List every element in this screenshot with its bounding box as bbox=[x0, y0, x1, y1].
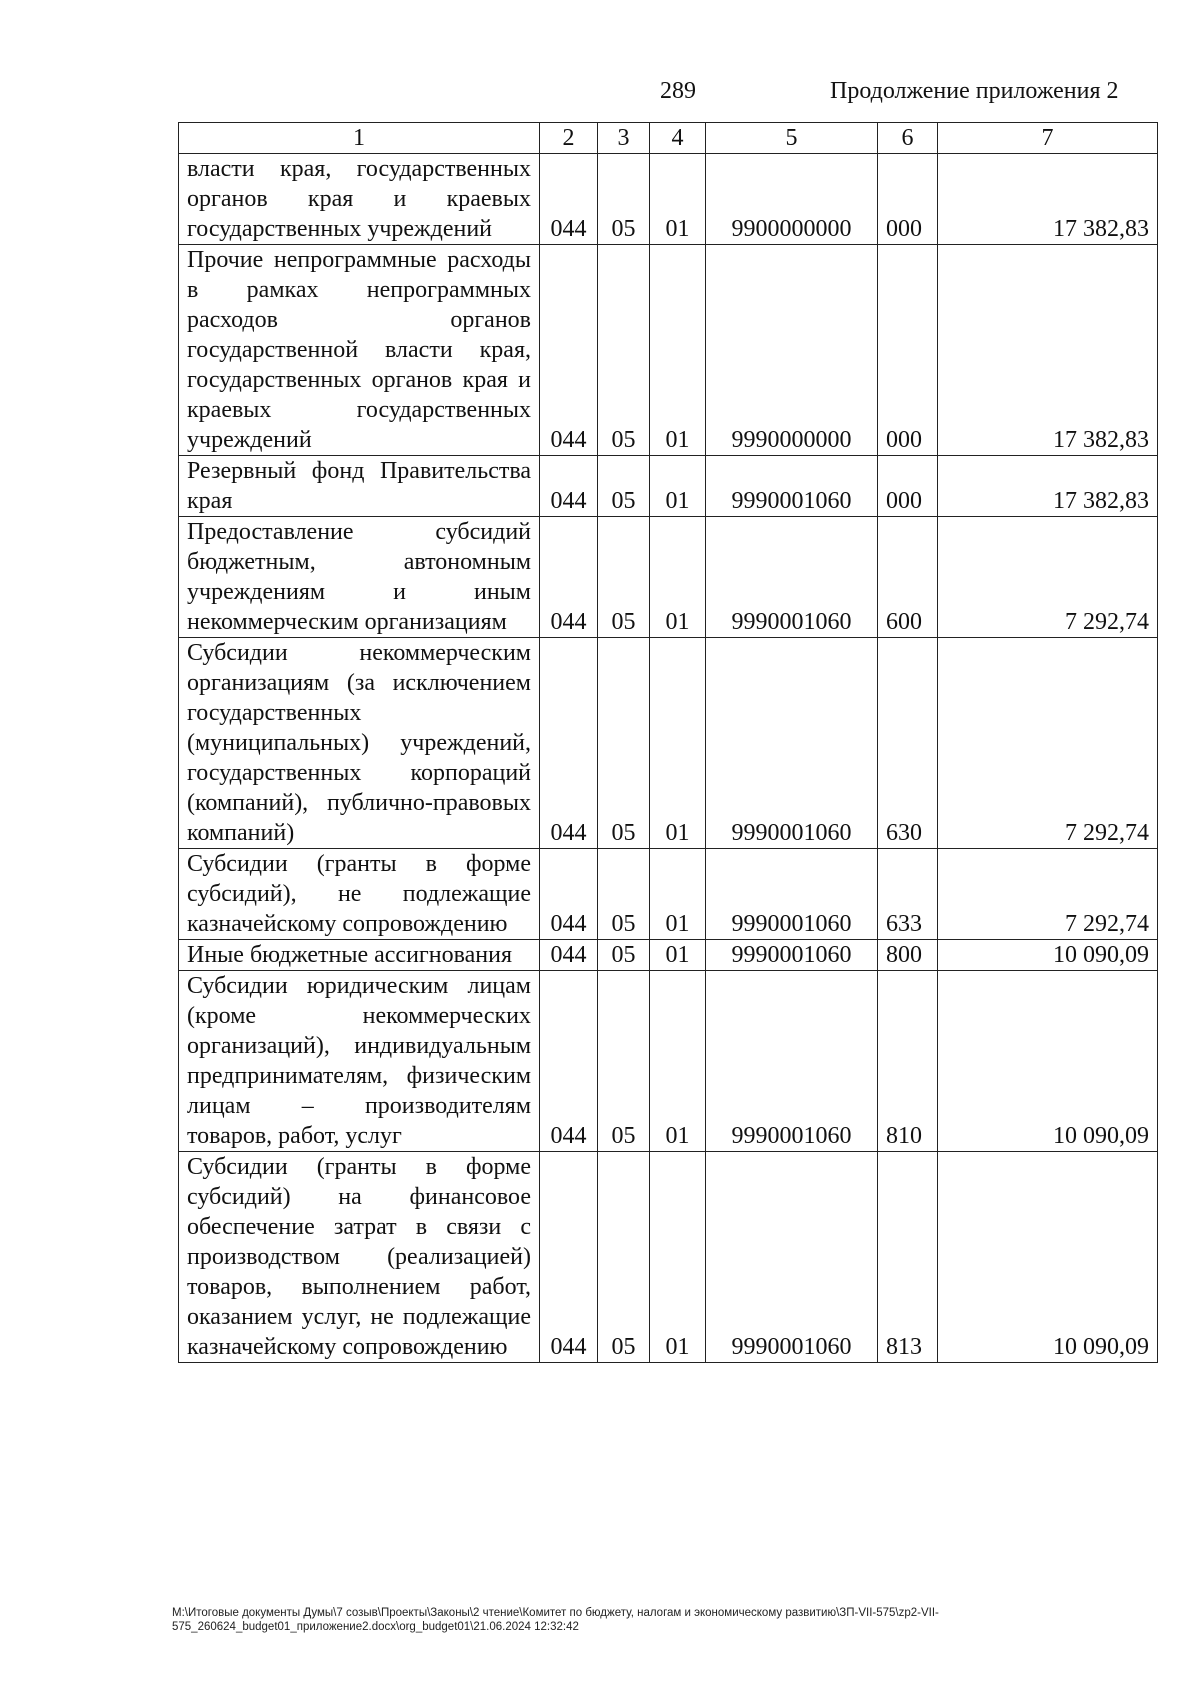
cell-section-code: 05 bbox=[598, 154, 650, 245]
column-header: 2 bbox=[540, 123, 598, 154]
footer-file-path: M:\Итоговые документы Думы\7 созыв\Проекты\Законы\2 чтение\Комитет по бюджету, налогам и экономическому развитию\ЗП-VII-575\zp2-VII-575_260624_budget01_приложение2.docx\org_budget01\21.06.2024 12:32:42 bbox=[172, 1607, 939, 1633]
cell-ministry-code: 044 bbox=[540, 940, 598, 971]
cell-amount: 17 382,83 bbox=[938, 456, 1158, 517]
cell-expense-type: 000 bbox=[878, 154, 938, 245]
cell-target-article: 9990001060 bbox=[706, 971, 878, 1152]
cell-expense-type: 630 bbox=[878, 638, 938, 849]
cell-target-article: 9990000000 bbox=[706, 245, 878, 456]
cell-section-code: 05 bbox=[598, 849, 650, 940]
cell-target-article: 9990001060 bbox=[706, 849, 878, 940]
cell-ministry-code: 044 bbox=[540, 638, 598, 849]
row-description: Субсидии (гранты в форме субсидий), не подлежащие казначейскому сопровождению bbox=[179, 849, 540, 940]
cell-ministry-code: 044 bbox=[540, 456, 598, 517]
cell-amount: 10 090,09 bbox=[938, 940, 1158, 971]
cell-subsection-code: 01 bbox=[650, 154, 706, 245]
column-header: 6 bbox=[878, 123, 938, 154]
table-row bbox=[179, 638, 1158, 849]
table-row bbox=[179, 456, 1158, 517]
cell-subsection-code: 01 bbox=[650, 971, 706, 1152]
cell-section-code: 05 bbox=[598, 971, 650, 1152]
budget-table bbox=[178, 122, 1158, 1363]
cell-ministry-code: 044 bbox=[540, 245, 598, 456]
cell-subsection-code: 01 bbox=[650, 1152, 706, 1363]
cell-subsection-code: 01 bbox=[650, 638, 706, 849]
cell-target-article: 9990001060 bbox=[706, 456, 878, 517]
cell-amount: 7 292,74 bbox=[938, 517, 1158, 638]
cell-section-code: 05 bbox=[598, 940, 650, 971]
cell-target-article: 9990001060 bbox=[706, 940, 878, 971]
row-description: Субсидии некоммерческим организациям (за исключением государственных (муниципальных) учреждений, государственных корпораций (компаний), публично-правовых компаний) bbox=[179, 638, 540, 849]
cell-target-article: 9990001060 bbox=[706, 517, 878, 638]
cell-amount: 7 292,74 bbox=[938, 849, 1158, 940]
cell-ministry-code: 044 bbox=[540, 154, 598, 245]
cell-section-code: 05 bbox=[598, 456, 650, 517]
cell-amount: 10 090,09 bbox=[938, 971, 1158, 1152]
row-description: Резервный фонд Правительства края bbox=[179, 456, 540, 517]
cell-expense-type: 810 bbox=[878, 971, 938, 1152]
cell-ministry-code: 044 bbox=[540, 1152, 598, 1363]
cell-subsection-code: 01 bbox=[650, 849, 706, 940]
cell-expense-type: 600 bbox=[878, 517, 938, 638]
cell-section-code: 05 bbox=[598, 245, 650, 456]
table-row bbox=[179, 971, 1158, 1152]
cell-amount: 17 382,83 bbox=[938, 245, 1158, 456]
cell-section-code: 05 bbox=[598, 517, 650, 638]
column-header: 3 bbox=[598, 123, 650, 154]
row-description: Предоставление субсидий бюджетным, автономным учреждениям и иным некоммерческим организациям bbox=[179, 517, 540, 638]
table-row bbox=[179, 245, 1158, 456]
cell-amount: 17 382,83 bbox=[938, 154, 1158, 245]
column-header: 4 bbox=[650, 123, 706, 154]
cell-subsection-code: 01 bbox=[650, 245, 706, 456]
row-description: Субсидии (гранты в форме субсидий) на финансовое обеспечение затрат в связи с производством (реализацией) товаров, выполнением работ, оказанием услуг, не подлежащие казначейскому сопровождению bbox=[179, 1152, 540, 1363]
cell-expense-type: 000 bbox=[878, 245, 938, 456]
cell-expense-type: 633 bbox=[878, 849, 938, 940]
row-description: власти края, государственных органов края и краевых государственных учреждений bbox=[179, 154, 540, 245]
table-row bbox=[179, 1152, 1158, 1363]
cell-expense-type: 000 bbox=[878, 456, 938, 517]
column-header: 1 bbox=[179, 123, 540, 154]
column-header: 5 bbox=[706, 123, 878, 154]
cell-ministry-code: 044 bbox=[540, 971, 598, 1152]
table-row bbox=[179, 517, 1158, 638]
page-number: 289 bbox=[660, 78, 696, 104]
cell-section-code: 05 bbox=[598, 1152, 650, 1363]
cell-amount: 10 090,09 bbox=[938, 1152, 1158, 1363]
cell-target-article: 9990001060 bbox=[706, 638, 878, 849]
table-row bbox=[179, 849, 1158, 940]
cell-subsection-code: 01 bbox=[650, 456, 706, 517]
cell-target-article: 9990001060 bbox=[706, 1152, 878, 1363]
row-description: Субсидии юридическим лицам (кроме некоммерческих организаций), индивидуальным предпринимателям, физическим лицам – производителям товаров, работ, услуг bbox=[179, 971, 540, 1152]
table-header-row bbox=[179, 123, 1158, 154]
cell-subsection-code: 01 bbox=[650, 517, 706, 638]
row-description: Иные бюджетные ассигнования bbox=[179, 940, 540, 971]
column-header: 7 bbox=[938, 123, 1158, 154]
cell-section-code: 05 bbox=[598, 638, 650, 849]
cell-ministry-code: 044 bbox=[540, 849, 598, 940]
cell-ministry-code: 044 bbox=[540, 517, 598, 638]
row-description: Прочие непрограммные расходы в рамках непрограммных расходов органов государственной власти края, государственных органов края и краевых государственных учреждений bbox=[179, 245, 540, 456]
cell-target-article: 9900000000 bbox=[706, 154, 878, 245]
cell-subsection-code: 01 bbox=[650, 940, 706, 971]
table-row bbox=[179, 940, 1158, 971]
cell-expense-type: 813 bbox=[878, 1152, 938, 1363]
cell-expense-type: 800 bbox=[878, 940, 938, 971]
cell-amount: 7 292,74 bbox=[938, 638, 1158, 849]
continuation-title: Продолжение приложения 2 bbox=[830, 78, 1119, 104]
table-row bbox=[179, 154, 1158, 245]
